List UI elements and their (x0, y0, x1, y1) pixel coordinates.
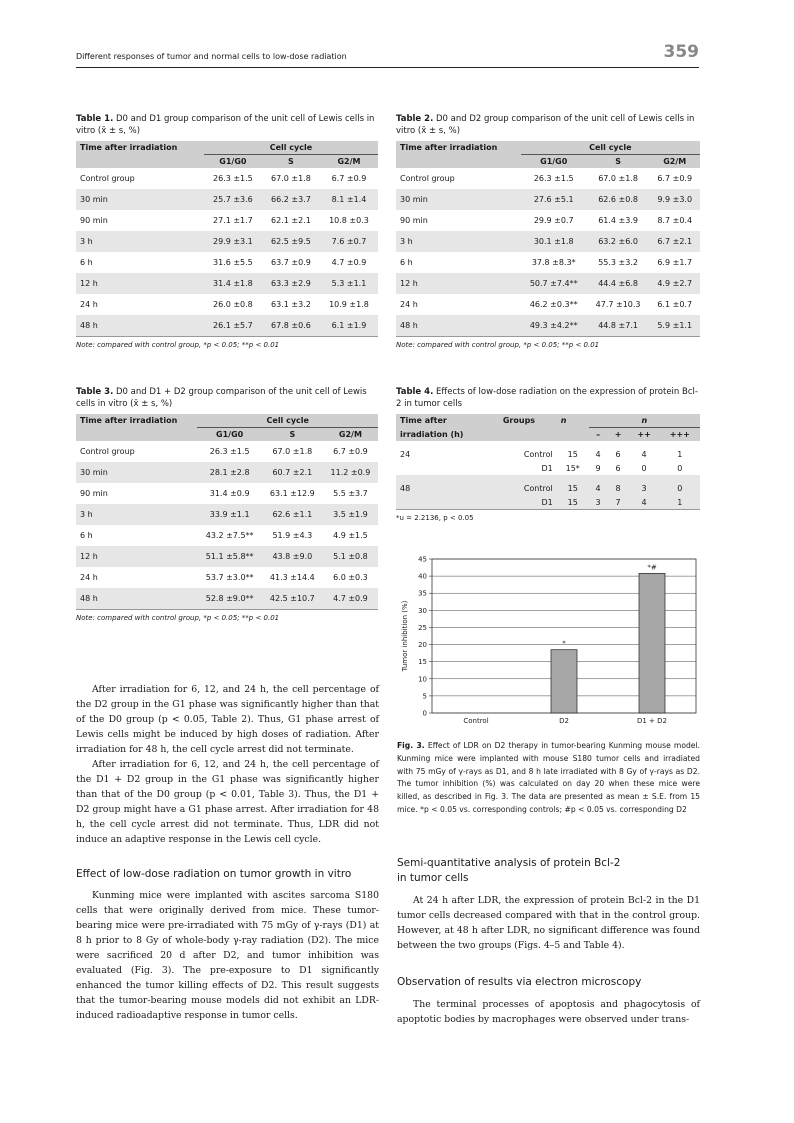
cell-value: 3 (589, 495, 608, 510)
table-4-score-1: + (608, 428, 629, 442)
cell-value: 29.9 ±3.1 (204, 231, 262, 252)
tumor-inhibition-bar-chart (398, 555, 700, 727)
cell-value: 26.3 ±1.5 (212, 174, 253, 183)
left-body-text-1 (76, 682, 379, 847)
table-row (396, 441, 700, 461)
cell-value: 29.9 ±0.7 (533, 216, 574, 225)
table-row (396, 294, 700, 315)
row-label: 90 min (400, 216, 428, 225)
page-number: 359 (663, 42, 699, 62)
cell-value: 52.8 ±9.0** (197, 588, 261, 610)
cell-value: 37.8 ±8.3* (531, 258, 576, 267)
cell-value: 42.5 ±10.7 (262, 588, 323, 610)
cell-value: 10.8 ±0.3 (329, 216, 369, 225)
cell-value: D1 (499, 495, 557, 510)
cell-value: 0 (659, 475, 700, 495)
y-tick-label: 25 (418, 623, 427, 632)
table3-h-cell-cycle: Cell cycle (197, 414, 378, 428)
row-label: Control group (80, 447, 135, 456)
table-4-caption (396, 386, 700, 410)
cell-value: 1 (659, 495, 700, 510)
table-4-score-neg: – (589, 428, 608, 442)
cell-value: 5.5 ±3.7 (333, 489, 368, 498)
running-title: Different responses of tumor and normal cells to low-dose radiation (76, 52, 347, 61)
cell-value: 7 (608, 495, 629, 510)
right-body-text-1 (397, 893, 700, 953)
table-row (76, 441, 378, 462)
cell-value: 50.7 ±7.4** (521, 273, 587, 294)
cell-value: 1 (677, 449, 683, 459)
row-label: 90 min (80, 489, 108, 498)
cell-value: 62.5 ±9.5 (262, 231, 320, 252)
table2-subcol: G2/M (649, 155, 700, 169)
row-label: 48 h (396, 315, 521, 337)
cell-value: 11.2 ±0.9 (323, 462, 378, 483)
cell-value: 28.1 ±2.8 (197, 462, 261, 483)
table-row (396, 475, 700, 495)
cell-value: 8.7 ±0.4 (657, 216, 693, 225)
row-label: 30 min (76, 462, 197, 483)
table-1-caption-text: D0 and D1 group comparison of the unit cell of Lewis cells in vitro (x̄ ± s, %) (76, 114, 375, 136)
row-label: 12 h (76, 546, 197, 567)
cell-value: 63.7 ±0.9 (271, 258, 311, 267)
row-label: 48 (396, 475, 499, 495)
table1-subcol: G1/G0 (204, 155, 262, 169)
section-heading-bcl2-a: Semi-quantitative analysis of protein Bcl-2 (397, 857, 621, 869)
cell-value: 53.7 ±3.0** (205, 573, 254, 582)
cell-value: 43.2 ±7.5** (205, 531, 254, 540)
row-label (396, 461, 499, 475)
table-4 (396, 414, 700, 510)
table-row (396, 315, 700, 337)
table-3-caption-text: D0 and D1 + D2 group comparison of the unit cell of Lewis cells in vitro (x̄ ± s, %) (76, 387, 367, 409)
table3-header-row (76, 414, 378, 428)
table-row (396, 189, 700, 210)
table2-h-cell-cycle: Cell cycle (521, 141, 700, 155)
table-1-note: Note: compared with control group, *p < 0.05; **p < 0.01 (76, 341, 280, 349)
table3-subcol: S (262, 428, 323, 442)
row-label: 6 h (80, 531, 93, 540)
cell-value: 5.3 ±1.1 (320, 273, 378, 294)
table-4-h-groups: Groups (499, 414, 557, 428)
cell-value: 62.6 ±0.8 (587, 189, 650, 210)
table3-subheader-row (76, 428, 378, 442)
table-row (396, 495, 700, 510)
cell-value: 31.4 ±1.8 (204, 273, 262, 294)
table1-header-row (76, 141, 378, 155)
cell-value: 67.0 ±1.8 (271, 174, 311, 183)
table-row (396, 273, 700, 294)
bar-annotation: *# (647, 563, 657, 572)
cell-value: 4.7 ±0.9 (331, 258, 367, 267)
cell-value: 4 (589, 475, 608, 495)
left-body-text-2 (76, 888, 379, 1023)
table-row (76, 483, 378, 504)
y-tick-label: 15 (418, 658, 427, 667)
cell-value: 10.9 ±1.8 (329, 300, 369, 309)
cell-value: D1 (541, 463, 553, 473)
table3-subcol: G2/M (323, 428, 378, 442)
row-label: 24 (400, 449, 411, 459)
row-label: Control group (80, 174, 135, 183)
header-rule (76, 67, 699, 68)
table-row (76, 315, 378, 337)
cell-value: 67.8 ±0.6 (262, 315, 320, 337)
paragraph: The terminal processes of apoptosis and phagocytosis of apoptotic bodies by macrophages were observed under trans- (397, 999, 700, 1025)
paragraph: Kunming mice were implanted with ascites sarcoma S180 cells that were originally derived from mice. These tumor-bearing mice were pre-irradiated with 75 mGy of γ-rays (D1) at 8 h prior to 8 Gy of whole-body γ-ray radiation (D2). The mice were sacrificed 20 d after D2, and tumor inhibition was evaluated (Fig. 3). The pre-exposure to D1 significantly enhanced the tumor killing effects of D2. This result suggests that the tumor-bearing mouse models did not exhibit an LDR-induced radioadaptive response in tumor cells. (76, 890, 379, 1021)
cell-value: 26.3 ±1.5 (533, 174, 574, 183)
table-3-label: Table 3. (76, 387, 114, 397)
table-1-caption (76, 113, 378, 137)
cell-value: 6.7 ±0.9 (333, 447, 368, 456)
x-tick-label: D2 (559, 717, 569, 725)
table-2-label: Table 2. (396, 114, 434, 124)
x-tick-label: Control (463, 717, 489, 725)
table-4-score-3: +++ (659, 428, 700, 442)
cell-value: Control (523, 449, 553, 459)
cell-value: 6 (615, 463, 621, 473)
cell-value: 67.0 ±1.8 (272, 447, 313, 456)
table-2-block (396, 113, 700, 349)
row-label: 48 h (76, 588, 197, 610)
table-4-subheader-row (396, 428, 700, 442)
cell-value: 63.2 ±6.0 (587, 231, 650, 252)
table-row (76, 252, 378, 273)
row-label: 12 h (396, 273, 521, 294)
table-row (76, 168, 378, 189)
row-label (396, 495, 499, 510)
cell-value: 26.1 ±5.7 (204, 315, 262, 337)
row-label: 30 min (76, 189, 204, 210)
table-4-score-2: ++ (629, 428, 660, 442)
cell-value: 62.1 ±2.1 (271, 216, 311, 225)
cell-value: 27.1 ±1.7 (212, 216, 253, 225)
x-tick-label: D1 + D2 (636, 717, 668, 725)
cell-value: 25.7 ±3.6 (204, 189, 262, 210)
table-row (396, 252, 700, 273)
paragraph: After irradiation for 6, 12, and 24 h, the cell percentage of the D2 group in the G1 phase was significantly higher than that of the D0 group (p < 0.05, Table 2). Thus, G1 phase arrest of Lewis cells might be induced by high doses of radiation. After irradiation for 48 h, the cell cycle arrest did not terminate. (76, 684, 379, 755)
cell-value: 15* (565, 463, 580, 473)
cell-value: 4.9 ±2.7 (649, 273, 700, 294)
table-row (76, 231, 378, 252)
table-row (76, 588, 378, 610)
table-3 (76, 414, 378, 610)
table-row (76, 462, 378, 483)
y-tick-label: 0 (422, 709, 427, 718)
row-label: 6 h (400, 258, 413, 267)
table-row (396, 210, 700, 231)
cell-value: 5.9 ±1.1 (649, 315, 700, 337)
cell-value: 49.3 ±4.2** (521, 315, 587, 337)
cell-value: 3 (629, 475, 660, 495)
cell-value: 4.7 ±0.9 (323, 588, 378, 610)
row-label: 30 min (396, 189, 521, 210)
table-row (76, 273, 378, 294)
section-heading-bcl2-b: in tumor cells (397, 872, 469, 884)
table1-h-time: Time after irradiation (76, 141, 204, 155)
y-tick-label: 20 (418, 641, 427, 650)
cell-value: 4 (595, 449, 601, 459)
cell-value: 6.7 ±0.9 (657, 174, 693, 183)
table-row (76, 294, 378, 315)
cell-value: 47.7 ±10.3 (595, 300, 641, 309)
cell-value: 9.9 ±3.0 (649, 189, 700, 210)
cell-value: 4.9 ±1.5 (333, 531, 368, 540)
paragraph: After irradiation for 6, 12, and 24 h, the cell percentage of the D1 + D2 group in the G1 phase was significantly higher than that of the D0 group (p < 0.01, Table 3). Thus, the D1 + D2 group might have a G1 phase arrest. After irradiation for 48 h, the cell cycle arrest did not terminate. Thus, LDR did not induce an adaptive response in the Lewis cell cycle. (76, 759, 379, 845)
cell-value: 31.4 ±0.9 (209, 489, 250, 498)
table-4-body (396, 441, 700, 510)
table-row (396, 461, 700, 475)
cell-value: 46.2 ±0.3** (529, 300, 578, 309)
cell-value: 51.1 ±5.8** (197, 546, 261, 567)
cell-value: 15 (557, 495, 589, 510)
table-row (76, 525, 378, 546)
cell-value: 8.1 ±1.4 (320, 189, 378, 210)
cell-value: 5.1 ±0.8 (323, 546, 378, 567)
table-1 (76, 141, 378, 337)
table-row (396, 231, 700, 252)
bar-d2 (551, 650, 577, 713)
table-2-note: Note: compared with control group, *p < 0.05; **p < 0.01 (396, 341, 600, 349)
cell-value: Control (499, 475, 557, 495)
cell-value: 0 (641, 463, 647, 473)
paragraph: At 24 h after LDR, the expression of protein Bcl-2 in the D1 tumor cells decreased compared with that in the control group. However, at 48 h after LDR, no significant difference was found between the two groups (Figs. 4–5 and Table 4). (397, 895, 700, 951)
cell-value: 60.7 ±2.1 (262, 462, 323, 483)
table-4-label: Table 4. (396, 387, 434, 397)
y-tick-label: 40 (418, 572, 427, 581)
y-tick-label: 35 (418, 589, 427, 598)
bar-annotation: * (562, 639, 566, 648)
row-label: 12 h (76, 273, 204, 294)
cell-value: 6.0 ±0.3 (333, 573, 368, 582)
table-row (76, 189, 378, 210)
row-label: Control group (400, 174, 455, 183)
cell-value: 63.1 ±3.2 (271, 300, 311, 309)
table-3-caption (76, 386, 378, 410)
row-label: 48 h (76, 315, 204, 337)
section-heading-tumor-growth: Effect of low-dose radiation on tumor growth in vitro (76, 868, 352, 880)
row-label: 24 h (400, 300, 418, 309)
cell-value: 43.8 ±9.0 (262, 546, 323, 567)
row-label: 6 h (80, 258, 93, 267)
table-4-block (396, 386, 700, 522)
cell-value: 44.4 ±6.8 (587, 273, 650, 294)
table-row (76, 546, 378, 567)
cell-value: 6.1 ±1.9 (320, 315, 378, 337)
cell-value: 27.6 ±5.1 (521, 189, 587, 210)
table2-subcol: G1/G0 (521, 155, 587, 169)
table-4-header-row (396, 414, 700, 428)
table-row (76, 210, 378, 231)
cell-value: 6.7 ±0.9 (331, 174, 367, 183)
table1-subheader-row (76, 155, 378, 169)
cell-value: 8 (608, 475, 629, 495)
row-label: 3 h (76, 231, 204, 252)
cell-value: 62.6 ±1.1 (262, 504, 323, 525)
cell-value: 51.9 ±4.3 (272, 531, 313, 540)
figure-3-caption-text: Effect of LDR on D2 therapy in tumor-bearing Kunming mouse model. Kunming mice were implanted with mouse S180 tumor cells and irradiated with 75 mGy of γ-rays as D1, and 8 h late irradiated with 8 Gy of γ-rays as D2. The tumor inhibition (%) was calculated on day 20 when these mice were killed, as described in Fig. 3. The data are presented as mean ± S.E. from 15 mice. *p < 0.05 vs. corresponding controls; #p < 0.05 vs. corresponding D2 (397, 741, 700, 814)
y-axis-label: Tumor inhibition (%) (401, 600, 409, 672)
cell-value: 4 (629, 495, 660, 510)
table-1-label: Table 1. (76, 114, 114, 124)
figure-3-caption (397, 740, 700, 817)
cell-value: 6.1 ±0.7 (657, 300, 693, 309)
cell-value: 66.2 ±3.7 (262, 189, 320, 210)
cell-value: 9 (595, 463, 601, 473)
row-label: 24 h (80, 573, 98, 582)
table-row (76, 567, 378, 588)
row-label: 3 h (76, 504, 197, 525)
cell-value: 3.5 ±1.9 (323, 504, 378, 525)
cell-value: 63.1 ±12.9 (269, 489, 315, 498)
table2-header-row (396, 141, 700, 155)
cell-value: 55.3 ±3.2 (598, 258, 638, 267)
table-4-caption-text: Effects of low-dose radiation on the expression of protein Bcl-2 in tumor cells (396, 387, 698, 409)
table1-h-cell-cycle: Cell cycle (204, 141, 378, 155)
y-tick-label: 30 (418, 606, 427, 615)
cell-value: 6 (615, 449, 621, 459)
table2-h-time: Time after irradiation (396, 141, 521, 155)
cell-value: 15 (567, 449, 578, 459)
table-4-h-time-1: Time after (396, 414, 499, 428)
cell-value: 15 (557, 475, 589, 495)
cell-value: 30.1 ±1.8 (521, 231, 587, 252)
cell-value: 33.9 ±1.1 (197, 504, 261, 525)
cell-value: 0 (677, 463, 683, 473)
table3-subcol: G1/G0 (197, 428, 261, 442)
table-4-h-n: n (557, 414, 589, 428)
table1-subcol: S (262, 155, 320, 169)
row-label: 3 h (396, 231, 521, 252)
table-row (396, 168, 700, 189)
figure-3-label: Fig. 3. (397, 741, 425, 750)
table-4-h-time-2: irradiation (h) (396, 428, 499, 442)
cell-value: 26.3 ±1.5 (209, 447, 250, 456)
cell-value: 63.3 ±2.9 (262, 273, 320, 294)
table-2-caption (396, 113, 700, 137)
cell-value: 31.6 ±5.5 (212, 258, 253, 267)
right-body-text-2 (397, 997, 700, 1027)
table1-subcol: G2/M (320, 155, 378, 169)
section-heading-electron-microscopy: Observation of results via electron microscopy (397, 976, 642, 988)
row-label: 24 h (80, 300, 98, 309)
table-3-block (76, 386, 378, 622)
cell-value: 61.4 ±3.9 (598, 216, 638, 225)
table2-subheader-row (396, 155, 700, 169)
table-1-block (76, 113, 378, 349)
cell-value: 4 (641, 449, 647, 459)
table-4-note: *u = 2.2136, p < 0.05 (396, 514, 474, 522)
table-2-caption-text: D0 and D2 group comparison of the unit cell of Lewis cells in vitro (x̄ ± s, %) (396, 114, 695, 136)
table3-h-time: Time after irradiation (76, 414, 197, 428)
y-tick-label: 45 (418, 555, 427, 564)
cell-value: 67.0 ±1.8 (598, 174, 638, 183)
table-2 (396, 141, 700, 337)
table-row (76, 504, 378, 525)
cell-value: 6.7 ±2.1 (649, 231, 700, 252)
cell-value: 7.6 ±0.7 (320, 231, 378, 252)
cell-value: 26.0 ±0.8 (212, 300, 253, 309)
table-3-note: Note: compared with control group, *p < 0.05; **p < 0.01 (76, 614, 280, 622)
cell-value: 41.3 ±14.4 (269, 573, 315, 582)
y-tick-label: 5 (422, 692, 427, 701)
bar-d1-d2 (639, 573, 665, 713)
cell-value: 44.8 ±7.1 (587, 315, 650, 337)
cell-value: 6.9 ±1.7 (657, 258, 693, 267)
table-4-h-n2: n (589, 414, 700, 428)
row-label: 90 min (80, 216, 108, 225)
table2-subcol: S (587, 155, 650, 169)
y-tick-label: 10 (418, 675, 427, 684)
